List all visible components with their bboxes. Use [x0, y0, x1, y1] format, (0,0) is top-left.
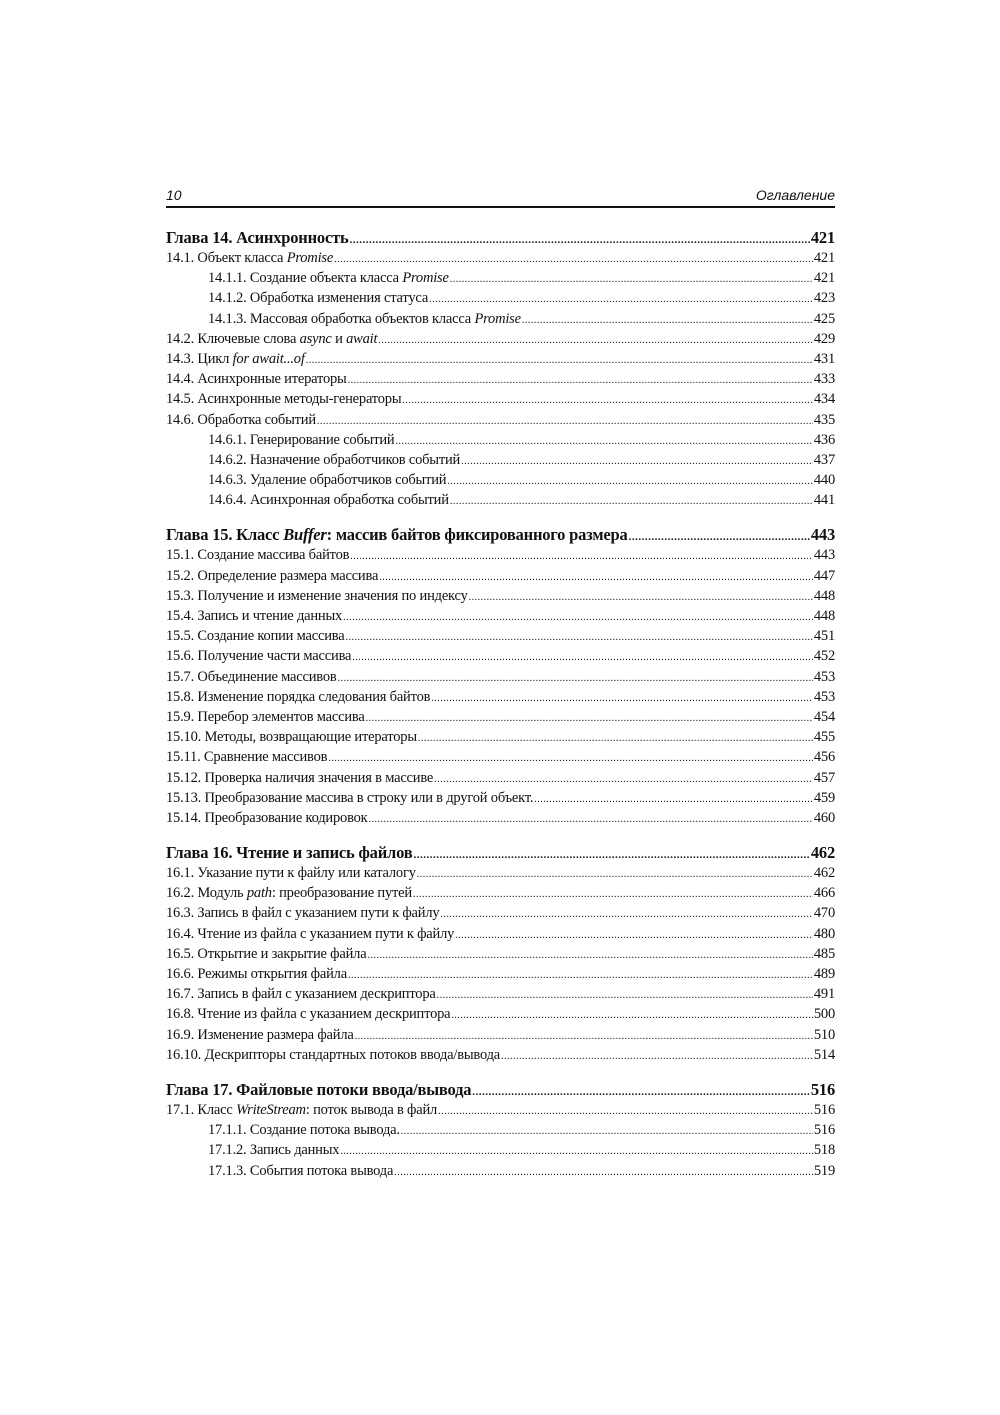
toc-entry-title: [208, 270, 449, 287]
dot-leader: [469, 592, 813, 603]
toc-entry[interactable]: [166, 966, 835, 986]
toc-entry-title: [166, 946, 366, 963]
toc-page-number: 443: [810, 525, 835, 545]
title-text: Глава 17. Файловые потоки ввода/вывода: [166, 1079, 472, 1099]
toc-entry-title: [166, 669, 337, 686]
title-text: 16.5. Открытие и закрытие файла: [166, 945, 367, 962]
toc-page-number: 491: [813, 986, 835, 1003]
toc-entry-title: [166, 525, 628, 545]
toc-page-number: 434: [813, 391, 835, 408]
toc-entry[interactable]: [166, 351, 835, 371]
toc-page-number: 448: [813, 608, 835, 624]
toc-entry[interactable]: [166, 371, 835, 391]
dot-leader: [522, 315, 813, 326]
toc-page-number: 451: [813, 628, 835, 645]
title-text: 16.3. Запись в файл с указанием пути к файлу: [166, 905, 440, 922]
toc-page-number: 441: [813, 492, 835, 509]
dot-leader: [629, 531, 810, 543]
code-term: Promise: [402, 270, 449, 287]
code-term: async: [299, 330, 332, 347]
title-text: Глава 14. Асинхронность: [166, 228, 349, 247]
toc-entry[interactable]: [166, 1142, 835, 1162]
toc-entry-title: [166, 729, 417, 746]
title-text: 16.9. Изменение размера файла: [166, 1026, 354, 1043]
title-text: 15.7. Объединение массивов: [166, 668, 337, 685]
toc-entry[interactable]: [166, 568, 835, 588]
toc-page-number: 436: [813, 431, 835, 448]
toc-chapter-entry[interactable]: [166, 525, 835, 547]
dot-leader: [450, 274, 813, 285]
toc-entry[interactable]: [166, 1163, 835, 1183]
dot-leader: [413, 889, 813, 900]
toc-entry-title: [166, 250, 333, 267]
toc-page-number: 489: [813, 966, 835, 982]
table-of-contents: [166, 228, 835, 1183]
toc-entry-title: [166, 371, 347, 388]
dot-leader: [348, 375, 813, 386]
dot-leader: [413, 849, 809, 861]
running-title: Оглавление: [755, 187, 835, 203]
toc-entry-title: [208, 472, 446, 489]
toc-entry[interactable]: [166, 749, 835, 769]
toc-entry-title: [166, 905, 439, 922]
title-text: 16.2. Модуль: [166, 885, 247, 902]
toc-entry[interactable]: [166, 689, 835, 709]
toc-entry[interactable]: [166, 412, 835, 432]
toc-entry-title: [166, 1047, 500, 1064]
dot-leader: [367, 950, 812, 961]
chapter-gap: [166, 512, 835, 525]
dot-leader: [447, 476, 812, 487]
title-text: 17.1.1. Создание потока вывода.: [208, 1122, 400, 1139]
toc-page-number: 510: [813, 1026, 835, 1043]
dot-leader: [472, 1086, 810, 1098]
title-text: 14.6.3. Удаление обработчиков событий: [208, 472, 447, 489]
toc-entry-title: [166, 1027, 354, 1044]
toc-entry-title: [166, 391, 401, 408]
dot-leader: [501, 1051, 813, 1062]
title-text: 14.1.1. Создание объекта класса: [208, 270, 403, 287]
toc-entry[interactable]: [166, 770, 835, 790]
toc-entry[interactable]: [166, 669, 835, 689]
running-header: [166, 187, 835, 207]
toc-entry-title: [208, 290, 428, 307]
page-number: 10: [166, 187, 182, 203]
toc-entry[interactable]: [166, 1102, 835, 1122]
title-text: 14.1.2. Обработка изменения статуса: [208, 290, 429, 307]
toc-page-number: 518: [813, 1142, 835, 1159]
dot-leader: [350, 234, 810, 246]
title-text: 16.10. Дескрипторы стандартных потоков ввода/вывода: [166, 1046, 501, 1063]
toc-entry-title: [166, 351, 305, 368]
toc-entry-title: [166, 749, 327, 766]
toc-entry[interactable]: [166, 905, 835, 925]
toc-entry-title: [208, 432, 394, 449]
toc-entry[interactable]: [166, 1006, 835, 1026]
header-rule: [166, 206, 835, 208]
toc-entry[interactable]: [166, 290, 835, 310]
title-text: 14.6.1. Генерирование событий: [208, 431, 395, 448]
toc-entry[interactable]: [166, 1047, 835, 1067]
toc-entry[interactable]: [166, 432, 835, 452]
dot-leader: [451, 1010, 812, 1021]
title-text: 16.7. Запись в файл с указанием дескриптора: [166, 986, 436, 1003]
toc-entry-title: [166, 709, 365, 726]
toc-entry-title: [166, 926, 454, 943]
toc-entry-title: [166, 689, 430, 706]
toc-page-number: 516: [813, 1101, 835, 1118]
toc-entry-title: [208, 492, 449, 509]
toc-entry-title: [166, 648, 351, 665]
dot-leader: [437, 990, 813, 1001]
toc-entry[interactable]: [166, 946, 835, 966]
toc-entry-title: [166, 547, 349, 564]
title-text: 17.1.2. Запись данных: [208, 1142, 340, 1159]
dot-leader: [379, 572, 813, 583]
dot-leader: [429, 294, 813, 305]
toc-entry-title: [208, 1163, 393, 1180]
toc-page-number: 447: [813, 567, 835, 584]
toc-entry[interactable]: [166, 648, 835, 668]
toc-entry[interactable]: [166, 986, 835, 1006]
toc-page-number: 500: [813, 1006, 835, 1023]
code-term: Promise: [286, 250, 334, 266]
title-text: 15.2. Определение размера массива: [166, 567, 379, 584]
toc-entry[interactable]: [166, 1122, 835, 1142]
toc-entry-title: [166, 331, 377, 348]
toc-entry[interactable]: [166, 810, 835, 830]
toc-page-number: 421: [813, 270, 835, 287]
dot-leader: [450, 496, 813, 507]
toc-page-number: 457: [813, 769, 835, 786]
title-text: Глава 16. Чтение и запись файлов: [166, 843, 413, 863]
dot-leader: [343, 612, 813, 623]
toc-page-number: 456: [813, 749, 835, 766]
toc-entry-title: [166, 412, 316, 429]
toc-entry[interactable]: [166, 885, 835, 905]
dot-leader: [366, 713, 813, 724]
toc-entry-title: [166, 885, 412, 902]
toc-entry-title: [166, 770, 433, 787]
toc-entry-title: [166, 865, 416, 882]
title-text: 15.3. Получение и изменение значения по индексу: [166, 587, 468, 604]
toc-page-number: 440: [813, 472, 835, 489]
title-text: 16.6. Режимы открытия файла: [166, 966, 347, 982]
title-text: 15.5. Создание копии массива: [166, 628, 345, 645]
toc-page-number: 421: [813, 250, 835, 266]
toc-page-number: 431: [813, 350, 835, 367]
toc-page-number: 448: [813, 587, 835, 604]
toc-page-number: 425: [813, 310, 835, 327]
title-text: 15.12. Проверка наличия значения в массиве: [166, 769, 434, 786]
dot-leader: [417, 869, 813, 880]
dot-leader: [395, 436, 812, 447]
title-text: : поток вывода в файл: [305, 1101, 438, 1118]
title-text: 14.1. Объект класса: [166, 250, 287, 266]
toc-page-number: 453: [813, 668, 835, 685]
toc-entry[interactable]: [166, 492, 835, 512]
toc-entry[interactable]: [166, 588, 835, 608]
dot-leader: [369, 814, 813, 825]
dot-leader: [350, 551, 813, 562]
title-text: 14.4. Асинхронные итераторы: [166, 371, 347, 388]
dot-leader: [394, 1167, 813, 1178]
dot-leader: [534, 794, 813, 805]
title-text: 14.3. Цикл: [166, 350, 233, 367]
toc-entry[interactable]: [166, 472, 835, 492]
toc-entry-title: [166, 628, 345, 645]
dot-leader: [334, 254, 813, 265]
toc-entry-title: [166, 608, 342, 625]
chapter-gap: [166, 830, 835, 843]
dot-leader: [348, 970, 813, 981]
toc-entry[interactable]: [166, 628, 835, 648]
title-text: 14.2. Ключевые слова: [166, 330, 300, 347]
dot-leader: [434, 774, 813, 785]
toc-entry-title: [166, 843, 412, 863]
toc-page-number: 435: [813, 411, 835, 428]
toc-entry-title: [166, 810, 368, 827]
toc-page-number: 480: [813, 925, 835, 942]
dot-leader: [431, 693, 813, 704]
toc-page-number: 514: [813, 1046, 835, 1063]
toc-entry[interactable]: [166, 391, 835, 411]
dot-leader: [461, 456, 813, 467]
toc-page-number: 466: [813, 885, 835, 902]
toc-chapter-entry[interactable]: [166, 843, 835, 865]
title-text: 14.6. Обработка событий: [166, 411, 316, 428]
dot-leader: [340, 1146, 813, 1157]
title-text: 16.4. Чтение из файла с указанием пути к файлу: [166, 925, 455, 942]
dot-leader: [440, 909, 812, 920]
toc-chapter-entry[interactable]: [166, 1080, 835, 1102]
title-text: 15.9. Перебор элементов массива: [166, 708, 365, 725]
toc-entry[interactable]: [166, 547, 835, 567]
toc-entry-title: [208, 1122, 400, 1139]
toc-page-number: 433: [813, 371, 835, 388]
toc-entry-title: [166, 568, 378, 585]
dot-leader: [306, 355, 813, 366]
title-text: 17.1. Класс: [166, 1101, 237, 1118]
toc-entry-title: [166, 1006, 450, 1023]
dot-leader: [346, 632, 813, 643]
toc-page-number: 437: [813, 451, 835, 468]
dot-leader: [317, 416, 813, 427]
toc-entry[interactable]: [166, 709, 835, 729]
toc-entry[interactable]: [166, 865, 835, 885]
toc-entry[interactable]: [166, 926, 835, 946]
toc-entry-title: [166, 588, 468, 605]
dot-leader: [378, 335, 813, 346]
toc-page-number: 519: [813, 1162, 835, 1179]
toc-chapter-entry[interactable]: [166, 228, 835, 250]
title-text: 15.1. Создание массива байтов: [166, 547, 350, 564]
toc-page-number: 423: [813, 290, 835, 307]
toc-entry[interactable]: [166, 790, 835, 810]
dot-leader: [338, 673, 813, 684]
title-text: 15.14. Преобразование кодировок: [166, 809, 368, 826]
title-text: 15.6. Получение части массива: [166, 648, 352, 665]
toc-page-number: 429: [813, 330, 835, 347]
title-text: 14.1.3. Массовая обработка объектов класса: [208, 310, 475, 327]
toc-page-number: 452: [813, 648, 835, 665]
toc-entry[interactable]: [166, 270, 835, 290]
toc-entry-title: [166, 790, 533, 807]
toc-entry[interactable]: [166, 1027, 835, 1047]
title-text: 14.6.4. Асинхронная обработка событий: [208, 492, 449, 509]
toc-entry[interactable]: [166, 452, 835, 472]
dot-leader: [352, 652, 813, 663]
toc-page-number: 421: [810, 228, 835, 247]
title-text: 17.1.3. События потока вывода: [208, 1162, 394, 1179]
code-term: await: [346, 330, 378, 347]
toc-page-number: 443: [813, 547, 835, 564]
dot-leader: [355, 1031, 813, 1042]
dot-leader: [401, 1126, 813, 1137]
toc-page-number: 470: [813, 905, 835, 922]
code-term: WriteStream: [236, 1101, 306, 1118]
toc-page-number: 453: [813, 688, 835, 705]
toc-entry[interactable]: [166, 331, 835, 351]
toc-page-number: 455: [813, 729, 835, 746]
title-text: : массив байтов фиксированного размера: [326, 525, 628, 545]
toc-entry[interactable]: [166, 250, 835, 270]
toc-entry-title: [166, 1080, 471, 1100]
toc-page-number: 454: [813, 708, 835, 725]
dot-leader: [402, 395, 812, 406]
title-text: 14.5. Асинхронные методы-генераторы: [166, 391, 402, 408]
code-term: Buffer: [283, 525, 327, 545]
toc-page-number: 460: [813, 809, 835, 826]
toc-entry[interactable]: [166, 608, 835, 628]
code-term: Promise: [474, 310, 521, 327]
dot-leader: [418, 733, 813, 744]
toc-entry-title: [208, 1142, 339, 1159]
title-text: 16.8. Чтение из файла с указанием дескриптора: [166, 1006, 451, 1023]
toc-entry-title: [208, 452, 460, 469]
toc-entry-title: [166, 966, 347, 983]
toc-page-number: 516: [810, 1079, 835, 1099]
title-text: 15.11. Сравнение массивов: [166, 749, 328, 766]
dot-leader: [455, 930, 813, 941]
toc-entry-title: [166, 986, 436, 1003]
code-term: path: [246, 885, 272, 902]
title-text: Глава 15. Класс: [166, 525, 284, 545]
title-text: 14.6.2. Назначение обработчиков событий: [208, 451, 461, 468]
title-text: и: [331, 330, 347, 347]
title-text: 15.13. Преобразование массива в строку или в другой объект.: [166, 789, 534, 806]
title-text: 15.4. Запись и чтение данных: [166, 608, 343, 624]
toc-page-number: 462: [810, 843, 835, 863]
toc-entry-title: [166, 228, 349, 248]
dot-leader: [438, 1106, 813, 1117]
toc-page-number: 516: [813, 1122, 835, 1139]
title-text: 16.1. Указание пути к файлу или каталогу: [166, 865, 416, 882]
toc-entry-title: [166, 1102, 437, 1119]
toc-entry-title: [208, 311, 521, 328]
toc-entry[interactable]: [166, 311, 835, 331]
toc-page-number: 485: [813, 945, 835, 962]
title-text: : преобразование путей: [271, 885, 412, 902]
dot-leader: [328, 753, 813, 764]
code-term: for await...of: [232, 350, 305, 367]
title-text: 15.8. Изменение порядка следования байтов: [166, 688, 431, 705]
title-text: 15.10. Методы, возвращающие итераторы: [166, 729, 417, 746]
toc-page-number: 462: [813, 865, 835, 882]
toc-entry[interactable]: [166, 729, 835, 749]
toc-page-number: 459: [813, 789, 835, 806]
chapter-gap: [166, 1067, 835, 1080]
